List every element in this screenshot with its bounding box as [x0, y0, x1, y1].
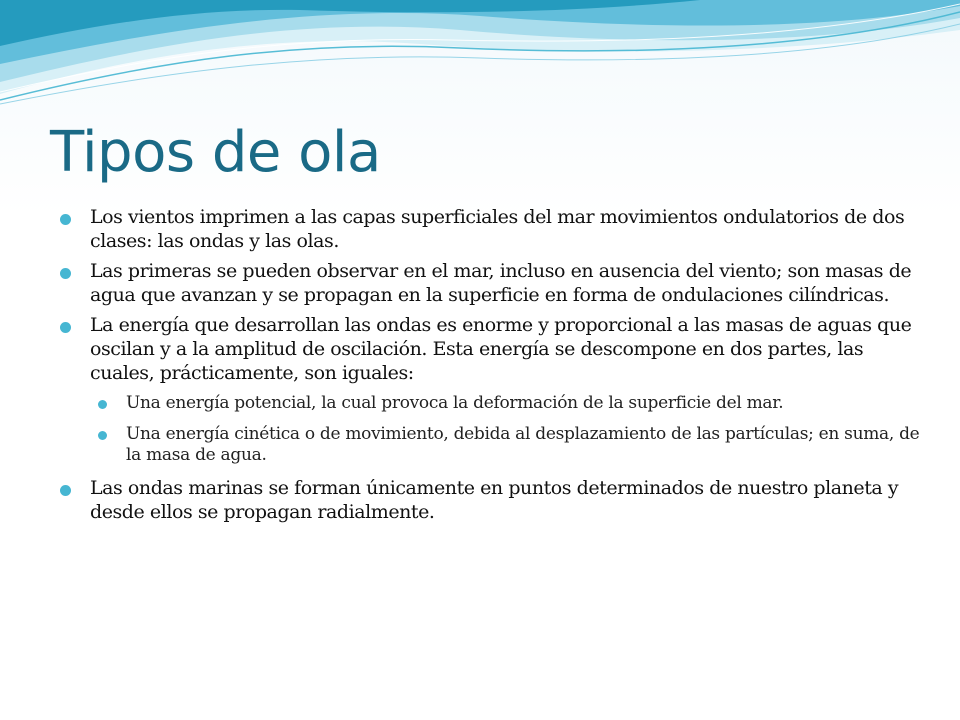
sub-bullet-item [98, 424, 920, 466]
bullet-text: Las ondas marinas se forman únicamente en puntos determinados de nuestro planeta y desde ellos se propagan radialmente. [90, 477, 899, 523]
bullet-dot-icon [60, 485, 71, 496]
sub-bullet-text: Una energía potencial, la cual provoca la deformación de la superficie del mar. [126, 393, 784, 413]
bullet-dot-icon [60, 268, 71, 279]
bullet-item [60, 205, 920, 253]
sub-bullet-list [98, 393, 920, 466]
bullet-text: Las primeras se pueden observar en el mar, incluso en ausencia del viento; son masas de agua que avanzan y se propagan en la superficie en forma de ondulaciones cilíndricas. [90, 260, 912, 306]
bullet-text: Los vientos imprimen a las capas superficiales del mar movimientos ondulatorios de dos clases: las ondas y las olas. [90, 206, 905, 252]
bullet-item [60, 313, 920, 466]
bullet-dot-icon [60, 322, 71, 333]
slide-title: Tipos de ola [50, 120, 381, 185]
bullet-item [60, 476, 920, 524]
bullet-dot-icon [60, 214, 71, 225]
sub-bullet-dot-icon [98, 400, 107, 409]
bullet-list [60, 205, 920, 524]
sub-bullet-dot-icon [98, 431, 107, 440]
bullet-text: La energía que desarrollan las ondas es enorme y proporcional a las masas de aguas que oscilan y a la amplitud de oscilación. Esta energía se descompone en dos partes, las cuales, prácticamente, son iguales: [90, 314, 912, 384]
wave-header-decoration [0, 0, 960, 110]
sub-bullet-text: Una energía cinética o de movimiento, debida al desplazamiento de las partículas; en suma, de la masa de agua. [126, 424, 920, 465]
bullet-item [60, 259, 920, 307]
sub-bullet-item [98, 393, 920, 414]
slide-content [60, 205, 920, 530]
